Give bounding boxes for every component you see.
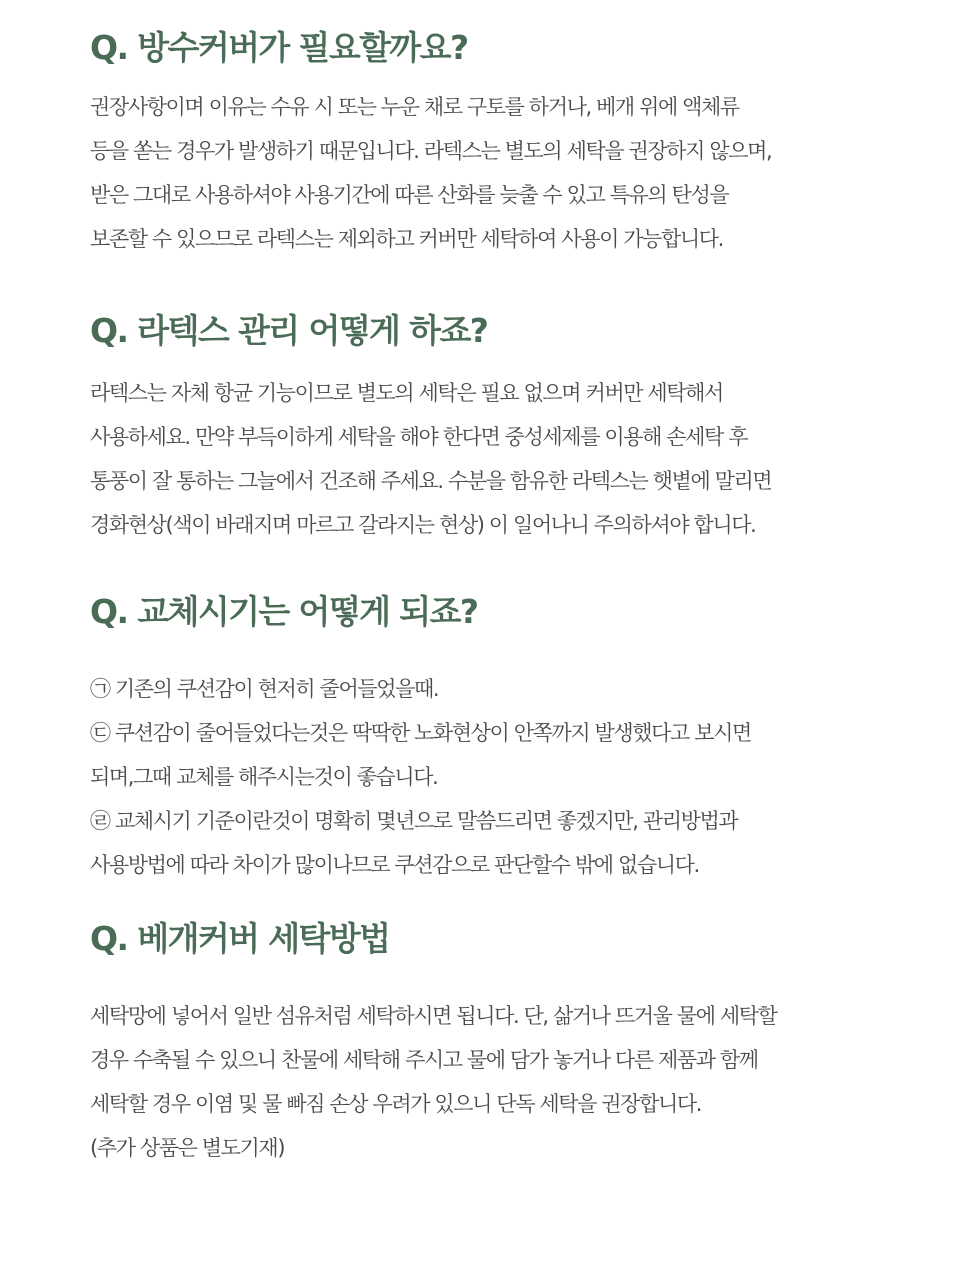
- answer-line: 경우 수축될 수 있으니 찬물에 세탁해 주시고 물에 담가 놓거나 다른 제품과 함께: [90, 1048, 758, 1072]
- answer-text: [90, 371, 870, 547]
- answer-line: 권장사항이며 이유는 수유 시 또는 누운 채로 구토를 하거나, 베개 위에 액체류: [90, 95, 739, 119]
- faq-latex-care: [90, 310, 870, 547]
- answer-line: (추가 상품은 별도기재): [90, 1136, 285, 1160]
- faq-cover-washing: [90, 918, 870, 1170]
- faq-replacement-timing: [90, 591, 870, 887]
- answer-text: [90, 85, 870, 261]
- answer-line: 받은 그대로 사용하셔야 사용기간에 따른 산화를 늦출 수 있고 특유의 탄성을: [90, 183, 729, 207]
- answer-line: 통풍이 잘 통하는 그늘에서 건조해 주세요. 수분을 함유한 라텍스는 햇볕에 말리면: [90, 469, 772, 493]
- answer-line: ㉢ 쿠션감이 줄어들었다는것은 딱딱한 노화현상이 안쪽까지 발생했다고 보시면: [90, 721, 751, 745]
- faq-waterproof-cover: [90, 27, 870, 261]
- question-title: Q. 라텍스 관리 어떻게 하죠?: [90, 311, 488, 350]
- answer-line: 되며,그때 교체를 해주시는것이 좋습니다.: [90, 765, 438, 789]
- answer-line: 보존할 수 있으므로 라텍스는 제외하고 커버만 세탁하여 사용이 가능합니다.: [90, 227, 723, 251]
- answer-line: 라텍스는 자체 항균 기능이므로 별도의 세탁은 필요 없으며 커버만 세탁해서: [90, 381, 723, 405]
- answer-text: [90, 667, 870, 887]
- answer-line: 사용하세요. 만약 부득이하게 세탁을 해야 한다면 중성세제를 이용해 손세탁 후: [90, 425, 748, 449]
- answer-line: 등을 쏟는 경우가 발생하기 때문입니다. 라텍스는 별도의 세탁을 권장하지 않으며,: [90, 139, 772, 163]
- question-title: Q. 교체시기는 어떻게 되죠?: [90, 592, 478, 631]
- question-title: Q. 베개커버 세탁방법: [90, 919, 390, 958]
- answer-line: 경화현상(색이 바래지며 마르고 갈라지는 현상) 이 일어나니 주의하셔야 합니다.: [90, 513, 756, 537]
- answer-line: 세탁할 경우 이염 및 물 빠짐 손상 우려가 있으니 단독 세탁을 권장합니다.: [90, 1092, 701, 1116]
- question-title: Q. 방수커버가 필요할까요?: [90, 28, 468, 67]
- answer-text: [90, 994, 870, 1170]
- answer-line: 세탁망에 넣어서 일반 섬유처럼 세탁하시면 됩니다. 단, 삶거나 뜨거울 물에 세탁할: [90, 1004, 777, 1028]
- answer-line: ㉠ 기존의 쿠션감이 현저히 줄어들었을때.: [90, 677, 439, 701]
- answer-line: 사용방법에 따라 차이가 많이나므로 쿠션감으로 판단할수 밖에 없습니다.: [90, 853, 699, 877]
- answer-line: ㉣ 교체시기 기준이란것이 명확히 몇년으로 말씀드리면 좋겠지만, 관리방법과: [90, 809, 738, 833]
